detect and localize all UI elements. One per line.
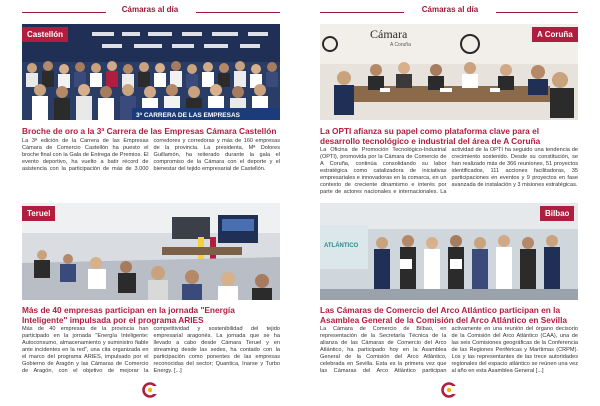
tag-teruel: Teruel (22, 206, 55, 221)
camara-logo-icon (441, 382, 457, 398)
header-rule-left (320, 12, 404, 13)
bilbao-banner-text: ATLÁNTICO (324, 243, 359, 249)
header-rule-right (496, 12, 578, 13)
headline-coruna[interactable]: La OPTI afianza su papel como plataforma clave para el desarrollo tecnológico e industrial del área de A Coruña (320, 126, 541, 146)
banner-text: 3ª CARRERA DE LAS EMPRESAS (136, 112, 241, 119)
camara-wall-logo: Cámara (370, 27, 408, 41)
body-bilbao: La Cámara de Comercio de Bilbao, en representación de la Secretaría Técnica de la alianza de las Cámaras de Comercio del Arco Atlántico, ha participado hoy en la Asamblea General de la Comisión del Arco Atlántico, celebrada en Sevilla. Esta es la primera vez que las Cámaras del Arco Atlántico participan activamente en una reunión del órgano decisorio de la Comisión del Arco Atlántico (CAA), una de las seis Comisiones geográficas de la Conferencia de las Regiones Periféricas y Marítimas (CRPM). Los y las representantes de las trece autoridades regionales del espacio atlántico se reúnen una vez al año en esta Asamblea General [...] (320, 326, 578, 374)
right-page (300, 0, 600, 406)
section-header: Cámaras al día (121, 5, 179, 14)
body-castellon: La 3ª edición de la Carrera de las Empresas Cámara de Comercio Castellón ha puesto el broche final con la Gala de Entrega de Premios. El evento deportivo, ha vuelto a batir récord de asistencia con la participación de más de 3.000 corredores y corredoras y más de 160 empresas de la provincia. La presidenta, Mª Dolores Guillamón, ha reiterado durante la gala el compromiso de la Cámara con el deporte y el bienestar del tejido empresarial de Castellón. (22, 138, 280, 172)
header-rule-right (196, 12, 280, 13)
headline-bilbao[interactable]: Las Cámaras de Comercio del Arco Atlántico participan en la Asamblea General de la Comisión del Arco Atlántico en Sevilla (320, 305, 567, 325)
tag-coruna: A Coruña (532, 27, 578, 42)
headline-teruel[interactable]: Más de 40 empresas participan en la jornada "Energía Inteligente" impulsada por el programa ARIES (22, 305, 235, 325)
body-teruel: Más de 40 empresas de la provincia han participado en la jornada "Energía Inteligente: Autoconsumo, almacenamiento y suministro fiable ante incidentes en la red", una cita organizada en el marco del programa ARIES, impulsado por el Gobierno de Aragón y las Cámaras de Comercio de Aragón, con el objetivo de mejorar la competitividad y sostenibilidad del tejido empresarial aragonés. La jornada que se ha llevado a cabo desde Cámara Teruel y en streaming desde las sedes, ha contado con la participación como ponentes de las empresas reconocidas del sector; Quantica, Inarse y Turbo Energy. [...] (22, 326, 280, 374)
tag-bilbao: Bilbao (540, 206, 574, 221)
body-coruna: La Oficina de Promoción Tecnológico-Industrial (OPTI), promovida por la Cámara de Comercio de A Coruña, continúa consolidando su labor estratégica como catalizadora de iniciativas empresariales e innovadoras en la comarca, en un contexto de creciente dinamismo e interés por parte de actores nacionales e internacionales. La actividad de la OPTI ha seguido una tendencia de crecimiento sostenido. Desde su constitución, se han realizado más de 366 reuniones, 51 proyectos identificados, 111 acciones facilitadoras, 35 participaciones en eventos y 9 proyectos en fase avanzada de instalación y 3 misiones estratégicas. (320, 147, 578, 195)
camara-wall-sub: A Coruña (390, 42, 411, 48)
headline-castellon[interactable]: Broche de oro a la 3ª Carrera de las Empresas Cámara Castellón (22, 126, 277, 136)
section-header: Cámaras al día (421, 5, 479, 14)
header-rule-left (22, 12, 106, 13)
camara-logo-icon (142, 382, 158, 398)
teruel-photo (22, 203, 280, 300)
tag-castellon: Castellón (22, 27, 68, 42)
